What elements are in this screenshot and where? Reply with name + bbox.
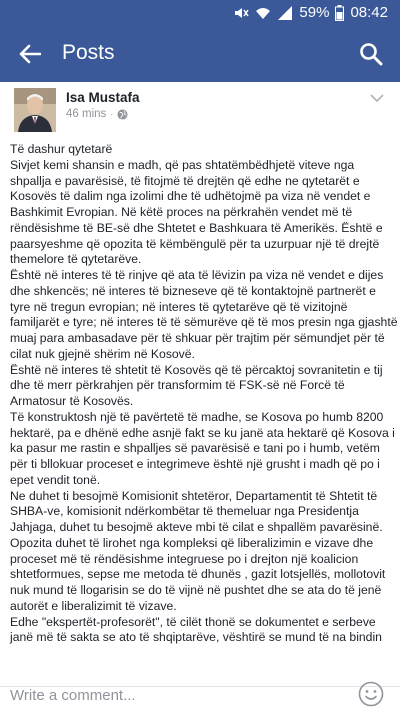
- post-paragraph: Është në interes të të rinjve që ata të lëvizin pa viza në vendet e dijes dhe shkencës; në interes të bizneseve që të kontaktojnë partnerët e tyre në tregun evropian; në interes të qytetarëve që të vizitojnë familjarët e tyre; në interes të të sëmurëve që të mos presin nga gjashtë muaj para ambasadave për të shkuar për trajtim për sëmundjet për të cilat nuk gjejnë shërim në Kosovë.: [10, 268, 398, 361]
- post-paragraph: Sivjet kemi shansin e madh, që pas shtatëmbëdhjetë viteve nga shpallja e pavarësisë, të fitojmë të drejtën që edhe ne qytetarët e Kosovës të dalim nga izolimi dhe të udhëtojmë pa viza në vendet e Bashkimit Evropian. Në këtë proces na përkrahën vendet më të rëndësishme të BE-së dhe Shtetet e Bashkuara të Amerikës. Është e paarsyeshme që opozita të këmbëngulë për ta uzurpuar një të drejtë themelore të qytetarëve.: [10, 157, 383, 267]
- battery-icon: [335, 5, 344, 21]
- post-paragraph: Edhe "ekspertët-profesorët", të cilët thonë se dokumentet e serbeve janë më të sakta se ato të shqiptarëve, vështirë se mund të na bindin: [10, 614, 382, 645]
- page-title: Posts: [62, 41, 115, 64]
- avatar[interactable]: [14, 88, 56, 132]
- post-author[interactable]: Isa Mustafa: [66, 90, 140, 105]
- back-button[interactable]: [12, 38, 48, 70]
- post-paragraph: Të dashur qytetarë: [10, 142, 113, 156]
- avatar-image: [14, 88, 56, 132]
- status-bar: [0, 0, 400, 26]
- post-paragraph: Të konstruktosh një të pavërtetë të madhe, se Kosova po humb 8200 hektarë, pa e dhënë edhe asnjë fakt se ku janë ata hektarë që Kosova i ka pasur me rastin e shpalljes së pavarësisë e tani po i humb, vetëm për ti bllokuar proceset e integrimeve është një grusht i madh që po i epet vendit tonë.: [10, 409, 395, 487]
- search-button[interactable]: [356, 39, 386, 69]
- arrow-left-icon: [19, 44, 41, 64]
- post-paragraph: Ne duhet ti besojmë Komisionit shtetëror, Departamentit të Shtetit të SHBA-ve, komisionit ndërkombëtar të themeluar nga Presidentja Jahjaga, duhet tu besojmë akteve mbi të cilat e shpallëm pavarësinë.: [10, 488, 383, 534]
- post-paragraph: Është në interes të shtetit të Kosovës që të përcaktoj sovranitetin e tij dhe të merr përkrahjen për transformim të FSK-së në Forcë të Armatosur të Kosovës.: [10, 362, 383, 408]
- battery-percent: 59%: [299, 4, 330, 21]
- chevron-down-icon: [370, 94, 384, 103]
- post-paragraph: Opozita duhet të lirohet nga kompleksi që liberalizimin e vizave dhe proceset më të rëndësishme integruese po i drejton një koalicion shtetformues, sepse me metoda të dhunës , gazit lotsjellës, mollotovit nuk mund të llogarisin se do të vijnë në pushtet dhe se ata do të jenë autorët e liberalizimit të vizave.: [10, 535, 386, 613]
- post-card: [0, 82, 400, 662]
- search-icon: [359, 42, 383, 66]
- comment-input[interactable]: [10, 682, 350, 708]
- comment-bar: [0, 690, 400, 711]
- status-time: 08:42: [350, 4, 388, 21]
- post-options-button[interactable]: [370, 90, 384, 108]
- mute-icon: [233, 5, 249, 21]
- globe-icon: [117, 109, 128, 120]
- meta-separator: ·: [110, 109, 114, 119]
- smiley-icon: [358, 681, 384, 707]
- signal-icon: [277, 5, 293, 21]
- wifi-icon: [255, 5, 271, 21]
- post-text: [10, 142, 398, 646]
- post-meta: [66, 108, 128, 120]
- post-time[interactable]: 46 mins: [66, 108, 107, 120]
- app-bar: [0, 26, 400, 82]
- emoji-button[interactable]: [358, 681, 384, 707]
- status-icons: [233, 4, 388, 21]
